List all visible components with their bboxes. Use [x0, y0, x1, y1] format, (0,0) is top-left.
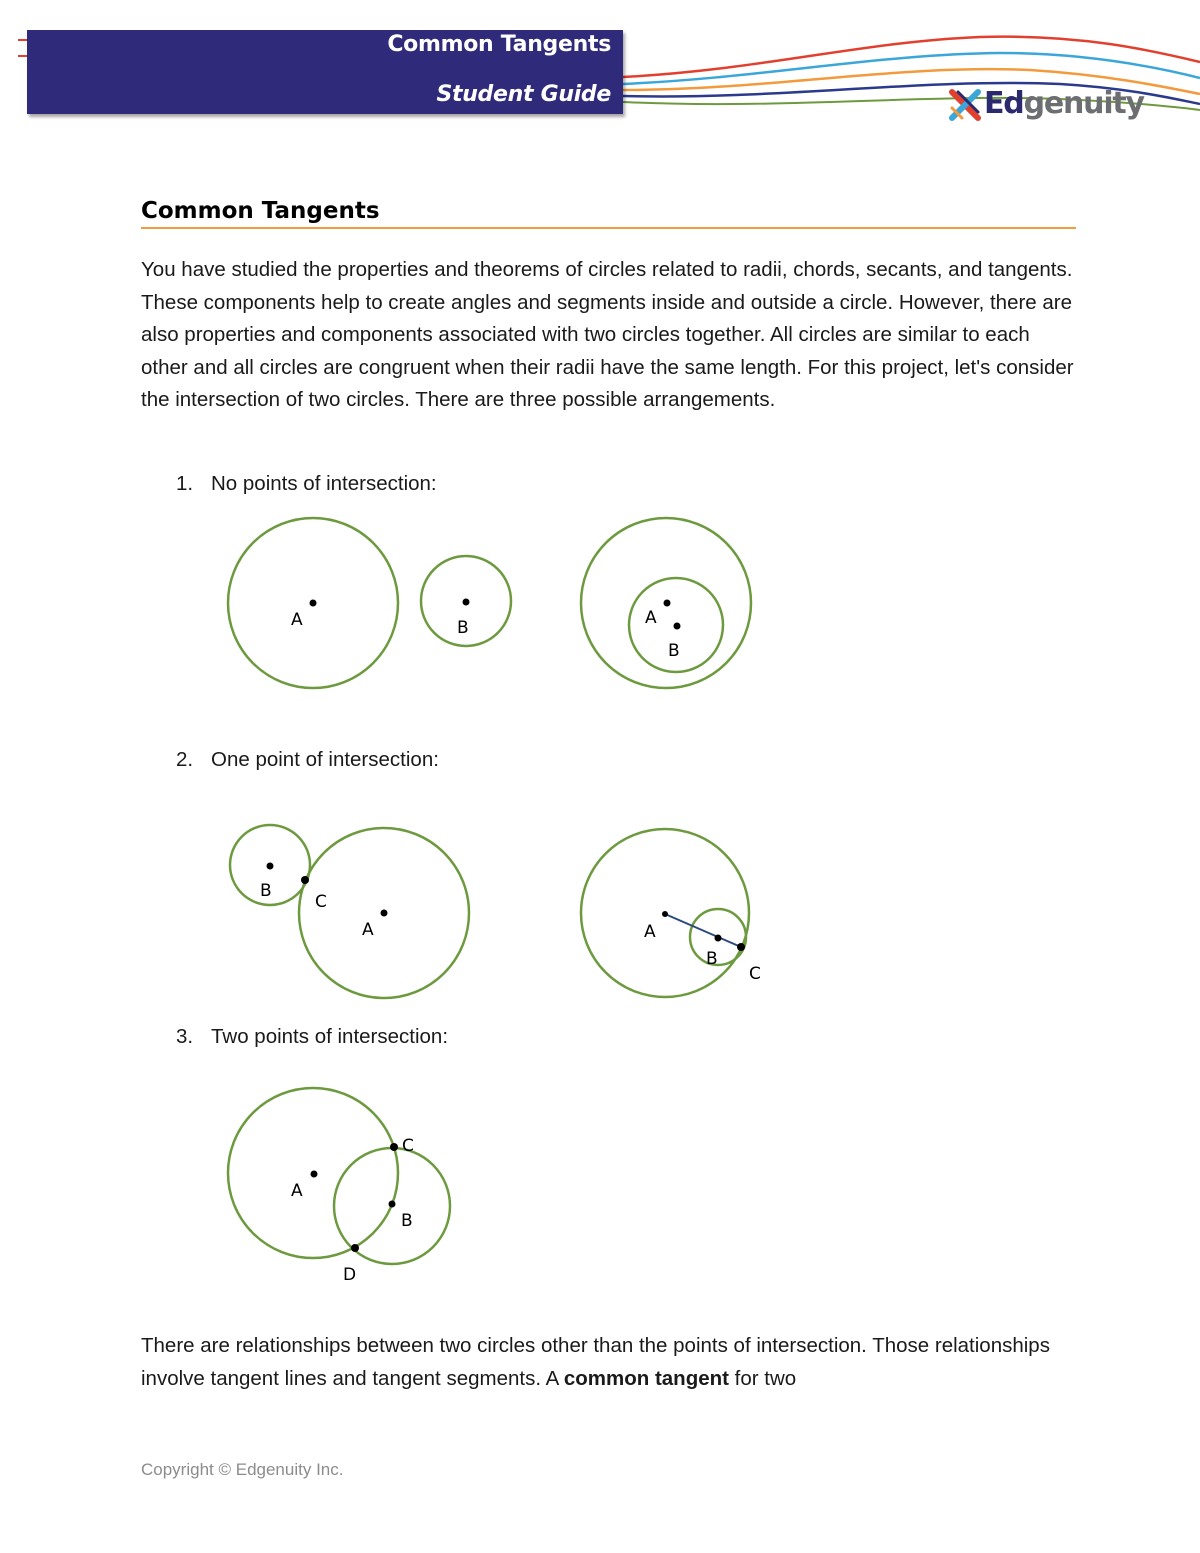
point-c	[301, 876, 309, 884]
banner-title: Common Tangents	[387, 32, 611, 57]
logo-wordmark	[984, 86, 1144, 121]
point-d	[351, 1244, 359, 1252]
point-b	[463, 599, 470, 606]
label-b: B	[260, 881, 272, 901]
radius-line	[665, 914, 741, 947]
point-c	[737, 943, 745, 951]
list-item-2	[176, 746, 439, 774]
logo-ed: Ed	[984, 86, 1024, 121]
list-number: 1.	[176, 472, 194, 495]
label-b: B	[401, 1211, 413, 1231]
point-b	[389, 1201, 396, 1208]
label-a: A	[291, 1181, 303, 1201]
figure-intersecting-circles	[220, 1080, 470, 1290]
point-a	[311, 1171, 318, 1178]
label-b: B	[706, 949, 718, 969]
label-b: B	[668, 641, 680, 661]
label-c: C	[315, 892, 327, 912]
figure-separate-circles	[220, 510, 530, 700]
copyright-footer: Copyright © Edgenuity Inc.	[141, 1460, 344, 1479]
point-b	[715, 935, 722, 942]
section-title: Common Tangents	[141, 198, 380, 224]
term-common-tangent: common tangent	[563, 1366, 729, 1390]
label-b: B	[457, 618, 469, 638]
logo-genuity: genuity	[1023, 86, 1144, 121]
list-number: 2.	[176, 748, 194, 771]
label-a: A	[291, 610, 303, 630]
closing-paragraph	[141, 1330, 1081, 1395]
figure-external-tangent	[220, 815, 480, 1005]
intro-paragraph: You have studied the properties and theorems of circles related to radii, chords, secants, and tangents. These components help to create angles and segments inside and outside a circle. However, there are also properties and components associated with two circles together. All circles are similar to each other and all circles are congruent when their radii have the same length. For this project, let's consider the intersection of two circles. There are three possible arrangements.	[141, 258, 1074, 411]
closing-text-after: for two	[728, 1366, 797, 1390]
point-c	[390, 1143, 398, 1151]
figure-internal-tangent	[572, 820, 782, 1000]
point-a	[662, 911, 668, 917]
closing-text-before: There are relationships between two circles other than the points of intersection. Those relationships involve tangent lines and tangent segments. A	[141, 1334, 1050, 1390]
label-c: C	[402, 1136, 414, 1156]
point-b	[674, 623, 681, 630]
list-number: 3.	[176, 1025, 194, 1048]
label-a: A	[645, 608, 657, 628]
point-a	[381, 910, 388, 917]
label-a: A	[362, 920, 374, 940]
point-a	[664, 600, 671, 607]
list-text: Two points of intersection:	[211, 1025, 449, 1048]
banner-subtitle: Student Guide	[436, 82, 611, 107]
point-a	[310, 600, 317, 607]
label-c: C	[749, 964, 761, 984]
list-text: One point of intersection:	[211, 748, 439, 771]
label-d: D	[343, 1265, 357, 1285]
list-text: No points of intersection:	[211, 472, 437, 495]
list-item-3	[176, 1023, 448, 1051]
point-b	[267, 863, 274, 870]
figure-nested-circles	[572, 510, 762, 700]
label-a: A	[644, 922, 656, 942]
header-banner	[27, 30, 623, 114]
list-item-1	[176, 470, 437, 498]
title-underline	[141, 227, 1076, 229]
edgenuity-x-icon	[948, 88, 982, 122]
